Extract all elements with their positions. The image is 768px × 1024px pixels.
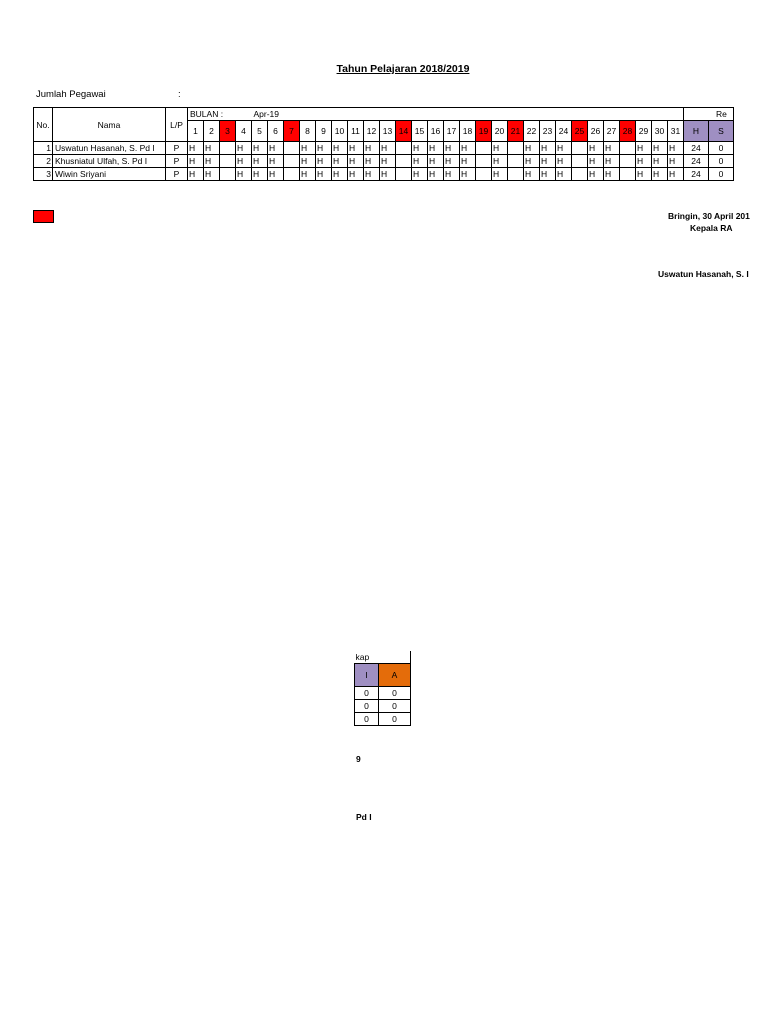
rekap-header-s: S [709, 121, 734, 142]
attendance-cell: H [300, 142, 316, 155]
attendance-cell: H [380, 168, 396, 181]
attendance-cell: H [444, 142, 460, 155]
attendance-cell: H [524, 155, 540, 168]
attendance-cell [476, 155, 492, 168]
attendance-cell: H [252, 155, 268, 168]
attendance-cell [396, 155, 412, 168]
day-header: 30 [652, 121, 668, 142]
header-nama: Nama [53, 108, 166, 142]
attendance-cell [572, 168, 588, 181]
day-header: 19 [476, 121, 492, 142]
attendance-cell: H [348, 142, 364, 155]
jumlah-pegawai-label: Jumlah Pegawai [36, 89, 106, 100]
rekap-cell: 24 [684, 155, 709, 168]
attendance-cell [508, 155, 524, 168]
fragment-cell: 0 [355, 713, 379, 726]
day-header: 4 [236, 121, 252, 142]
header-no: No. [34, 108, 53, 142]
attendance-cell: H [588, 168, 604, 181]
row-nama: Uswatun Hasanah, S. Pd I [53, 142, 166, 155]
row-nama: Khusniatul Ulfah, S. Pd I [53, 155, 166, 168]
attendance-cell [620, 142, 636, 155]
day-header: 5 [252, 121, 268, 142]
attendance-cell [476, 168, 492, 181]
day-header: 18 [460, 121, 476, 142]
fragment-row [355, 713, 411, 726]
day-header: 6 [268, 121, 284, 142]
signature-title: Kepala RA [690, 223, 733, 233]
rekap-cell: 24 [684, 142, 709, 155]
day-header: 27 [604, 121, 620, 142]
attendance-cell: H [268, 142, 284, 155]
fragment-row [355, 700, 411, 713]
fragment-header-row [355, 651, 411, 664]
fragment-cell: 0 [355, 700, 379, 713]
attendance-cell [620, 168, 636, 181]
day-header: 16 [428, 121, 444, 142]
table-row [34, 142, 734, 155]
attendance-cell: H [540, 155, 556, 168]
attendance-cell: H [412, 168, 428, 181]
day-header: 8 [300, 121, 316, 142]
header-row-1 [34, 108, 734, 121]
day-header: 23 [540, 121, 556, 142]
attendance-cell: H [668, 142, 684, 155]
attendance-table [33, 107, 734, 181]
attendance-cell: H [428, 168, 444, 181]
attendance-cell: H [652, 168, 668, 181]
attendance-cell: H [636, 168, 652, 181]
attendance-cell: H [540, 168, 556, 181]
attendance-cell: H [604, 155, 620, 168]
attendance-cell: H [556, 168, 572, 181]
attendance-cell: H [348, 155, 364, 168]
attendance-cell [284, 155, 300, 168]
attendance-cell: H [460, 142, 476, 155]
attendance-cell [476, 142, 492, 155]
rekap-label: Re [684, 108, 734, 121]
fragment-header: kap [355, 651, 411, 664]
attendance-cell [220, 168, 236, 181]
attendance-cell: H [316, 142, 332, 155]
attendance-cell: H [236, 142, 252, 155]
attendance-cell [620, 155, 636, 168]
attendance-cell: H [364, 155, 380, 168]
attendance-cell: H [492, 142, 508, 155]
attendance-cell: H [652, 155, 668, 168]
fragment-cell: 0 [379, 687, 411, 700]
rekap-fragment-table [354, 651, 411, 726]
day-header: 21 [508, 121, 524, 142]
fragment-year: 9 [356, 754, 361, 764]
attendance-cell: H [252, 168, 268, 181]
attendance-cell: H [236, 168, 252, 181]
bulan-value: Apr-19 [252, 108, 684, 121]
attendance-cell: H [444, 155, 460, 168]
attendance-cell: H [204, 155, 220, 168]
attendance-cell: H [332, 142, 348, 155]
day-header: 14 [396, 121, 412, 142]
attendance-cell: H [268, 155, 284, 168]
attendance-cell: H [364, 168, 380, 181]
row-lp: P [166, 155, 188, 168]
attendance-cell: H [556, 142, 572, 155]
attendance-cell [396, 168, 412, 181]
attendance-cell: H [604, 142, 620, 155]
attendance-cell: H [588, 142, 604, 155]
row-lp: P [166, 142, 188, 155]
document-title: Tahun Pelajaran 2018/2019 [336, 63, 470, 75]
attendance-cell: H [636, 142, 652, 155]
row-nama: Wiwin Sriyani [53, 168, 166, 181]
attendance-cell: H [492, 155, 508, 168]
fragment-cols-row [355, 664, 411, 687]
attendance-cell: H [460, 168, 476, 181]
attendance-cell [284, 168, 300, 181]
attendance-cell: H [524, 142, 540, 155]
fragment-cell: 0 [355, 687, 379, 700]
row-no: 1 [34, 142, 53, 155]
day-header: 29 [636, 121, 652, 142]
attendance-cell: H [428, 155, 444, 168]
day-header: 7 [284, 121, 300, 142]
attendance-cell [284, 142, 300, 155]
rekap-header-h: H [684, 121, 709, 142]
attendance-cell: H [316, 168, 332, 181]
attendance-cell: H [668, 168, 684, 181]
attendance-cell [508, 168, 524, 181]
fragment-col-a: A [379, 664, 411, 687]
attendance-cell: H [188, 155, 204, 168]
fragment-name: Pd I [356, 812, 372, 822]
header-lp: L/P [166, 108, 188, 142]
attendance-cell: H [268, 168, 284, 181]
row-lp: P [166, 168, 188, 181]
bulan-label: BULAN : [188, 108, 252, 121]
day-header: 17 [444, 121, 460, 142]
day-header: 31 [668, 121, 684, 142]
attendance-cell: H [300, 168, 316, 181]
day-header: 10 [332, 121, 348, 142]
day-header: 3 [220, 121, 236, 142]
row-no: 3 [34, 168, 53, 181]
day-header: 24 [556, 121, 572, 142]
attendance-cell: H [204, 142, 220, 155]
day-header: 15 [412, 121, 428, 142]
attendance-cell: H [188, 142, 204, 155]
fragment-cell: 0 [379, 713, 411, 726]
table-row [34, 155, 734, 168]
attendance-cell: H [364, 142, 380, 155]
attendance-cell: H [348, 168, 364, 181]
table-row [34, 168, 734, 181]
attendance-cell [396, 142, 412, 155]
day-header: 20 [492, 121, 508, 142]
day-header: 11 [348, 121, 364, 142]
day-header: 2 [204, 121, 220, 142]
fragment-row [355, 687, 411, 700]
attendance-cell: H [332, 168, 348, 181]
attendance-cell: H [588, 155, 604, 168]
attendance-cell: H [444, 168, 460, 181]
attendance-cell: H [252, 142, 268, 155]
fragment-col-i: I [355, 664, 379, 687]
day-header: 13 [380, 121, 396, 142]
rekap-cell: 24 [684, 168, 709, 181]
attendance-cell: H [428, 142, 444, 155]
day-header: 25 [572, 121, 588, 142]
attendance-cell: H [380, 142, 396, 155]
day-header: 28 [620, 121, 636, 142]
attendance-cell: H [332, 155, 348, 168]
attendance-cell: H [460, 155, 476, 168]
attendance-cell: H [556, 155, 572, 168]
jumlah-pegawai-colon: : [178, 89, 181, 100]
signature-name: Uswatun Hasanah, S. I [658, 269, 749, 279]
fragment-cell: 0 [379, 700, 411, 713]
attendance-cell: H [316, 155, 332, 168]
attendance-cell [572, 142, 588, 155]
attendance-cell: H [204, 168, 220, 181]
attendance-cell: H [492, 168, 508, 181]
day-header: 1 [188, 121, 204, 142]
day-header: 9 [316, 121, 332, 142]
attendance-cell: H [604, 168, 620, 181]
day-header: 12 [364, 121, 380, 142]
attendance-cell: H [668, 155, 684, 168]
attendance-cell: H [636, 155, 652, 168]
day-header: 22 [524, 121, 540, 142]
attendance-cell [508, 142, 524, 155]
holiday-legend-swatch [33, 210, 54, 223]
day-header: 26 [588, 121, 604, 142]
attendance-cell: H [236, 155, 252, 168]
attendance-cell: H [188, 168, 204, 181]
rekap-cell: 0 [709, 142, 734, 155]
attendance-cell: H [540, 142, 556, 155]
signature-place-date: Bringin, 30 April 201 [668, 211, 750, 221]
row-no: 2 [34, 155, 53, 168]
attendance-cell: H [412, 155, 428, 168]
attendance-cell [220, 142, 236, 155]
attendance-cell: H [380, 155, 396, 168]
rekap-cell: 0 [709, 155, 734, 168]
attendance-cell: H [300, 155, 316, 168]
attendance-cell [220, 155, 236, 168]
attendance-cell [572, 155, 588, 168]
attendance-cell: H [412, 142, 428, 155]
rekap-cell: 0 [709, 168, 734, 181]
attendance-cell: H [524, 168, 540, 181]
attendance-cell: H [652, 142, 668, 155]
